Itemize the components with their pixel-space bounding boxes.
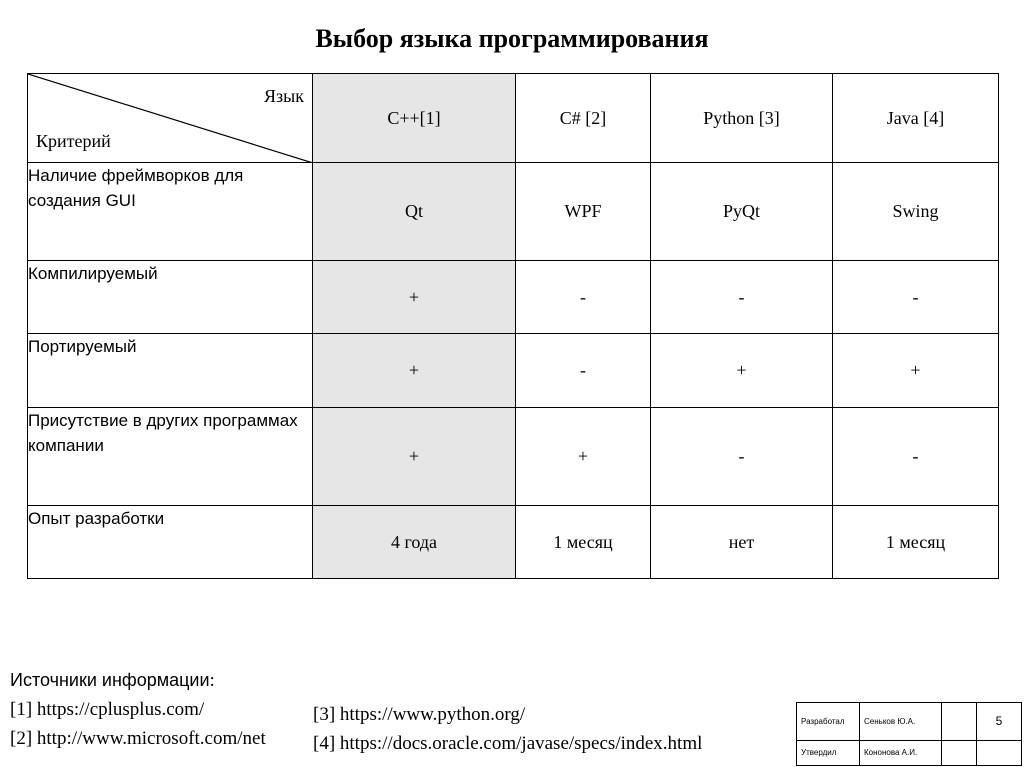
value-cell: -	[651, 261, 833, 334]
value-cell: WPF	[516, 163, 651, 261]
criterion-cell: Наличие фреймворков для создания GUI	[28, 163, 313, 261]
value-cell: +	[516, 408, 651, 506]
value-cell: +	[313, 334, 516, 408]
value-cell: +	[313, 408, 516, 506]
corner-cell	[28, 74, 313, 163]
stamp-empty-cell	[942, 740, 977, 765]
lang-header-csharp: C# [2]	[516, 74, 651, 163]
stamp-developed-label: Разработал	[797, 703, 860, 741]
stamp-empty-cell	[942, 703, 977, 741]
table-row	[28, 506, 999, 579]
value-cell: Qt	[313, 163, 516, 261]
source-link[interactable]: [1] https://cplusplus.com/	[10, 699, 205, 720]
value-cell: +	[833, 334, 999, 408]
sources-heading-colon: :	[209, 670, 215, 691]
value-cell: -	[516, 261, 651, 334]
criterion-cell: Опыт разработки	[28, 506, 313, 579]
page-number: 5	[977, 703, 1022, 741]
value-cell: -	[833, 408, 999, 506]
corner-criterion-label: Критерий	[36, 131, 111, 151]
value-cell: +	[651, 334, 833, 408]
title-block-stamp	[796, 702, 1022, 766]
header-row	[28, 74, 999, 163]
value-cell: -	[516, 334, 651, 408]
source-link[interactable]: [4] https://docs.oracle.com/javase/specs/index.html	[313, 733, 703, 754]
lang-header-python: Python [3]	[651, 74, 833, 163]
criterion-cell: Присутствие в других программах компании	[28, 408, 313, 506]
stamp-approved-name: Кононова А.И.	[860, 740, 942, 765]
source-link[interactable]: [2] http://www.microsoft.com/net	[10, 728, 266, 749]
value-cell: Swing	[833, 163, 999, 261]
lang-header-java: Java [4]	[833, 74, 999, 163]
page-title: Выбор языка программирования	[315, 24, 709, 53]
criterion-cell: Компилируемый	[28, 261, 313, 334]
value-cell: 4 года	[313, 506, 516, 579]
value-cell: 1 месяц	[516, 506, 651, 579]
sources-heading-line	[10, 666, 266, 695]
sources-block-right	[313, 700, 702, 758]
comparison-table	[27, 73, 999, 579]
value-cell: -	[651, 408, 833, 506]
table-row	[28, 261, 999, 334]
stamp-approved-label: Утвердил	[797, 740, 860, 765]
criterion-cell: Портируемый	[28, 334, 313, 408]
table-row	[28, 334, 999, 408]
sources-block	[10, 666, 266, 753]
lang-header-cpp: C++[1]	[313, 74, 516, 163]
corner-language-label: Язык	[264, 86, 304, 106]
sources-heading: Источники информации	[10, 670, 210, 690]
value-cell: нет	[651, 506, 833, 579]
table-row	[28, 163, 999, 261]
stamp-empty-cell	[977, 740, 1022, 765]
value-cell: 1 месяц	[833, 506, 999, 579]
stamp-developed-name: Сеньков Ю.А.	[860, 703, 942, 741]
source-link[interactable]: [3] https://www.python.org/	[313, 704, 526, 725]
value-cell: -	[833, 261, 999, 334]
value-cell: PyQt	[651, 163, 833, 261]
value-cell: +	[313, 261, 516, 334]
table-row	[28, 408, 999, 506]
